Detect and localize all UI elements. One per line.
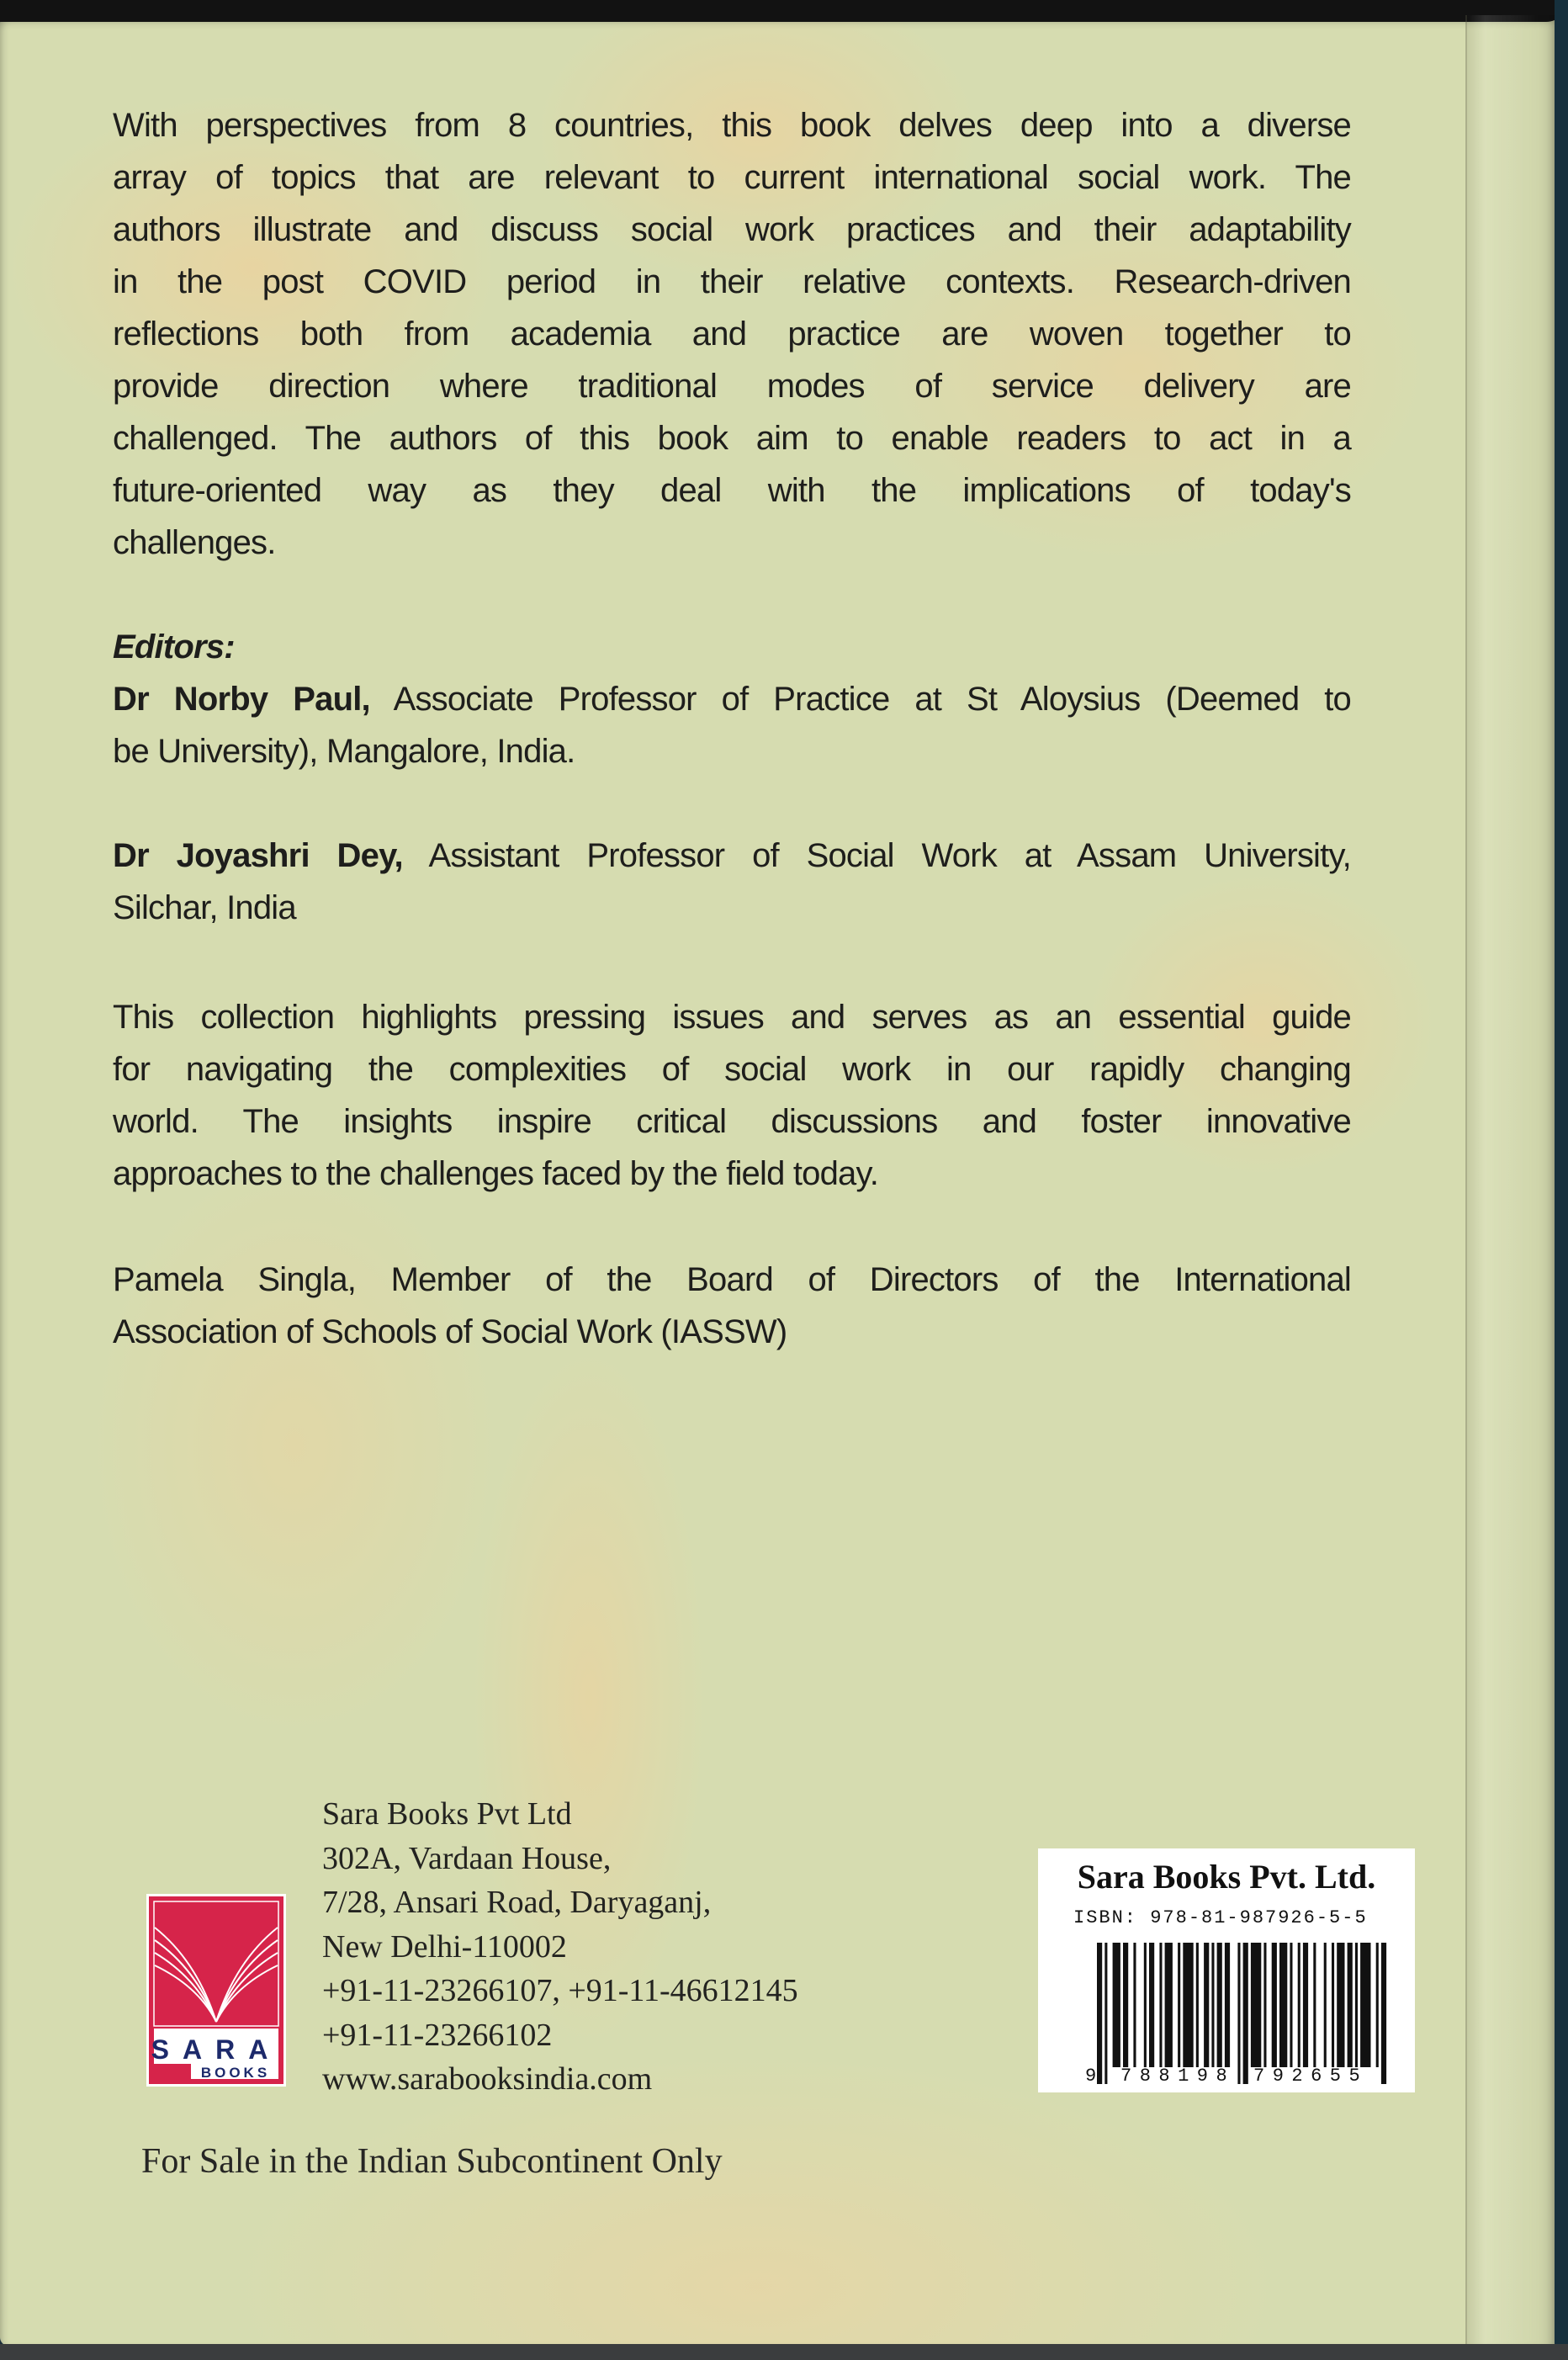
barcode-bar xyxy=(1376,1943,1379,2067)
isbn-text: ISBN: 978-81-987926-5-5 xyxy=(1073,1907,1368,1928)
editor-2 xyxy=(113,830,1351,934)
barcode-bar xyxy=(1237,1943,1240,2084)
blurb-line: reflections both from academia and practice are woven together to xyxy=(113,316,1351,353)
barcode-bar xyxy=(1348,1943,1353,2067)
barcode-bar xyxy=(1183,1943,1193,2067)
right-edge xyxy=(1555,0,1568,2360)
spine-hinge xyxy=(1465,15,1556,2346)
editor-2-line-1 xyxy=(113,830,1351,882)
blurb-line: future-oriented way as they deal with the implications of today's xyxy=(113,472,1351,509)
barcode-bar xyxy=(1279,1943,1287,2067)
editor-1-affiliation: Associate Professor of Practice at St Aloysius (Deemed to xyxy=(369,681,1351,718)
top-edge xyxy=(0,0,1568,22)
website-link: www.sarabooksindia.com xyxy=(322,2061,653,2097)
barcode-digits-left: 788198 xyxy=(1120,2066,1236,2087)
barcode-bar xyxy=(1113,1943,1120,2067)
barcode-bar xyxy=(1149,1943,1154,2067)
barcode-digits-right: 792655 xyxy=(1253,2066,1369,2087)
endorsement-attribution xyxy=(113,1254,1351,1358)
attribution-line: Association of Schools of Social Work (IASSW) xyxy=(113,1313,787,1350)
barcode-bar xyxy=(1133,1943,1136,2067)
barcode-bar xyxy=(1196,1943,1199,2067)
barcode-bar xyxy=(1144,1943,1147,2067)
address-line: 7/28, Ansari Road, Daryaganj, xyxy=(322,1885,712,1920)
editors-heading: Editors: xyxy=(113,628,235,666)
editor-1-line-1 xyxy=(113,673,1351,725)
attribution-line: Pamela Singla, Member of the Board of Directors of the International xyxy=(113,1261,1351,1298)
editor-2-line-2: Silchar, India xyxy=(113,889,296,926)
barcode-bar xyxy=(1313,1943,1316,2067)
blurb-line: array of topics that are relevant to current international social work. The xyxy=(113,159,1351,196)
barcode-bar xyxy=(1290,1943,1292,2067)
phone-numbers: +91-11-23266107, +91-11-46612145 xyxy=(322,1973,798,2008)
barcode-bar xyxy=(1251,1943,1261,2067)
isbn-barcode xyxy=(1085,1943,1383,2087)
barcode-bar xyxy=(1381,1943,1386,2084)
endorsement-line: This collection highlights pressing issues and serves as an essential guide xyxy=(113,999,1351,1036)
sara-books-logo xyxy=(146,1894,286,2087)
address-line: 302A, Vardaan House, xyxy=(322,1840,612,1876)
publisher-address xyxy=(322,1792,798,2102)
blurb-line: With perspectives from 8 countries, this book delves deep into a diverse xyxy=(113,107,1351,144)
barcode-bar xyxy=(1243,1943,1248,2084)
blurb-line: authors illustrate and discuss social work practices and their adaptability xyxy=(113,211,1351,248)
barcode-bar xyxy=(1225,1943,1230,2067)
barcode-bars xyxy=(1097,1943,1386,2084)
barcode-bar xyxy=(1298,1943,1300,2067)
barcode-bar xyxy=(1159,1943,1162,2067)
barcode-digit-lead: 9 xyxy=(1085,2066,1097,2087)
barcode-bar xyxy=(1337,1943,1344,2067)
barcode-bar xyxy=(1332,1943,1334,2067)
barcode-bar xyxy=(1324,1943,1327,2067)
blurb-line: challenges. xyxy=(113,524,276,561)
editor-1-name: Dr Norby Paul, xyxy=(113,681,370,718)
editor-2-name: Dr Joyashri Dey, xyxy=(113,837,403,874)
barcode-bar xyxy=(1165,1943,1173,2067)
editor-2-affiliation: Assistant Professor of Social Work at Assam University, xyxy=(402,837,1352,874)
endorsement-line: for navigating the complexities of social work in our rapidly changing xyxy=(113,1051,1351,1088)
sale-restriction-note: For Sale in the Indian Subcontinent Only xyxy=(141,2142,723,2181)
blurb-line: in the post COVID period in their relative contexts. Research-driven xyxy=(113,263,1351,300)
barcode-bar xyxy=(1360,1943,1370,2067)
logo-text-books: BOOKS xyxy=(200,2065,271,2081)
editors-section xyxy=(113,621,1351,777)
barcode-bar xyxy=(1211,1943,1214,2067)
blurb-line: provide direction where traditional modes of service delivery are xyxy=(113,368,1351,405)
barcode-bar xyxy=(1178,1943,1180,2067)
barcode-bar xyxy=(1204,1943,1209,2067)
barcode-bar xyxy=(1123,1943,1128,2067)
blurb-line: challenged. The authors of this book aim to enable readers to act in a xyxy=(113,420,1351,457)
barcode-bar xyxy=(1355,1943,1358,2067)
publisher-name: Sara Books Pvt Ltd xyxy=(322,1796,572,1832)
endorsement-line: world. The insights inspire critical discussions and foster innovative xyxy=(113,1103,1351,1140)
barcode-publisher-name: Sara Books Pvt. Ltd. xyxy=(1077,1858,1376,1896)
endorsement-paragraph xyxy=(113,991,1351,1200)
blurb-paragraph xyxy=(113,99,1351,569)
phone-number: +91-11-23266102 xyxy=(322,2017,553,2053)
barcode-bar xyxy=(1263,1943,1266,2067)
barcode-bar xyxy=(1104,1943,1107,2084)
barcode-bar xyxy=(1217,1943,1222,2067)
barcode-bar xyxy=(1272,1943,1277,2067)
editor-1-line-2: be University), Mangalore, India. xyxy=(113,733,575,770)
barcode-bar xyxy=(1303,1943,1308,2067)
logo-red-bar xyxy=(154,2064,191,2079)
bottom-edge xyxy=(0,2344,1568,2360)
logo-text-sara: SARA xyxy=(151,2034,282,2065)
barcode-bar xyxy=(1097,1943,1102,2084)
endorsement-line: approaches to the challenges faced by the field today. xyxy=(113,1155,879,1192)
barcode-label xyxy=(1038,1848,1415,2092)
address-line: New Delhi-110002 xyxy=(322,1928,567,1965)
